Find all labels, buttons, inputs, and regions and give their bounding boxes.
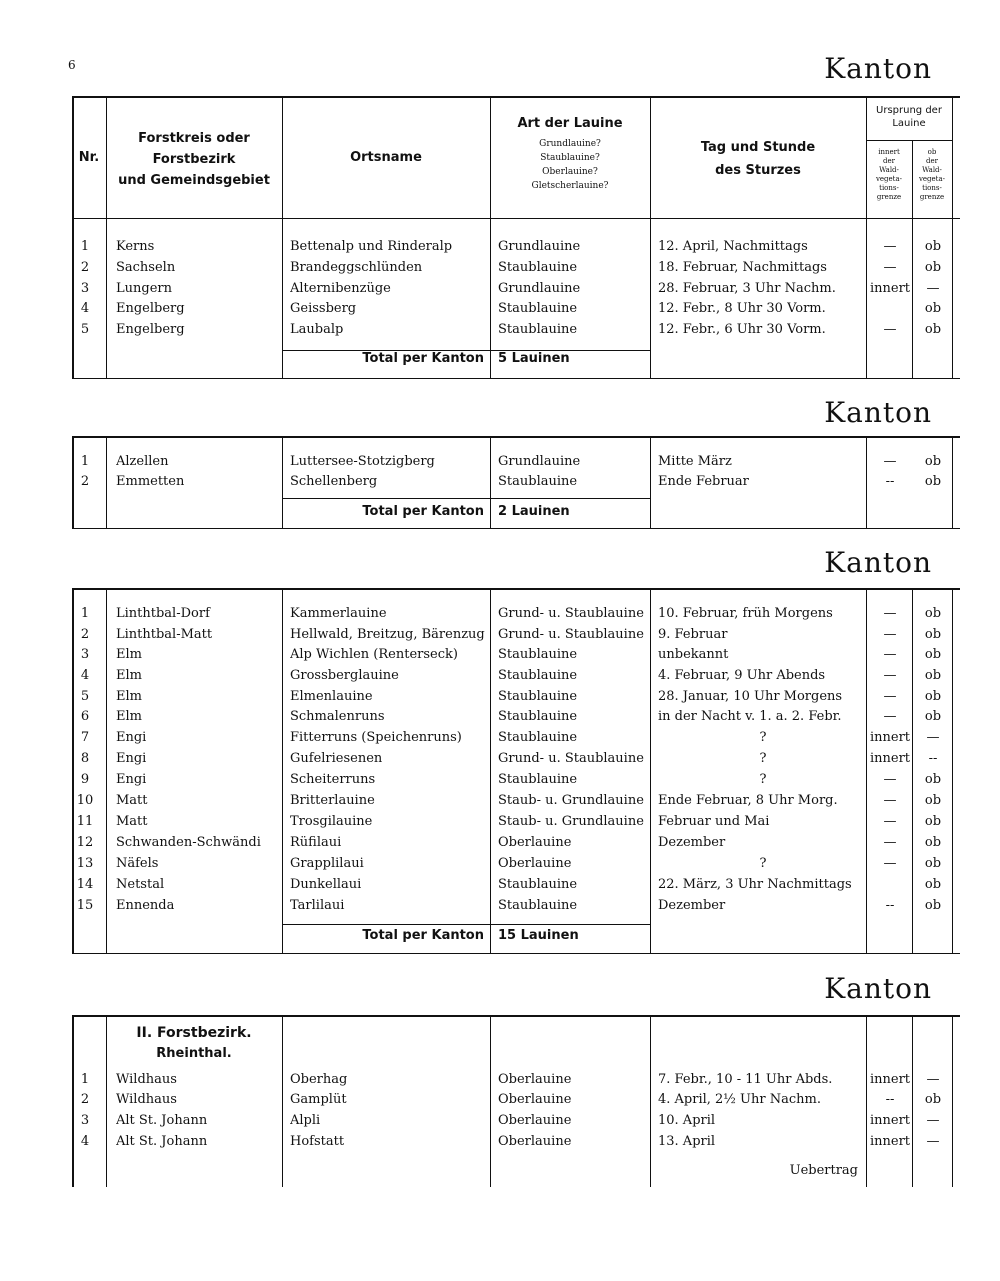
table-row: 15 Ennenda Tarlilaui Staublauine Dezember -- ob bbox=[76, 898, 942, 913]
table-row: 1 Kerns Bettenalp und Rinderalp Grundlauine 12. April, Nachmittags — ob bbox=[80, 239, 942, 254]
table-row: 1 Linthtbal-Dorf Kammerlauine Grund- u. Staublauine 10. Februar, früh Morgens — ob bbox=[80, 606, 942, 621]
header-forstkreis-1: Forstkreis oder bbox=[138, 131, 250, 146]
header-art-option: Gletscherlauine? bbox=[531, 181, 609, 191]
table-row: 1 Wildhaus Oberhag Oberlauine 7. Febr., 10 - 11 Uhr Abds. innert — bbox=[80, 1072, 940, 1087]
table-row: 13 Näfels Grapplilaui Oberlauine ? — ob bbox=[76, 856, 942, 871]
table-row: 8 Engi Gufelriesenen Grund- u. Staublauine ? innert -- bbox=[80, 751, 938, 766]
region-heading: Rheinthal. bbox=[156, 1046, 232, 1061]
total-label: Total per Kanton bbox=[362, 351, 484, 366]
table-row: 4 Elm Grossberglauine Staublauine 4. Februar, 9 Uhr Abends — ob bbox=[80, 668, 942, 683]
table-row: 3 Elm Alp Wichlen (Renterseck) Staublauine unbekannt — ob bbox=[80, 647, 942, 662]
header-tag-2: des Sturzes bbox=[715, 163, 801, 178]
header-ursprung: Ursprung der Lauine bbox=[876, 105, 942, 129]
table-row: 6 Elm Schmalenruns Staublauine in der Nacht v. 1. a. 2. Febr. — ob bbox=[80, 709, 942, 724]
table-row: 14 Netstal Dunkellaui Staublauine 22. März, 3 Uhr Nachmittags ob bbox=[76, 877, 942, 892]
table-row: 4 Alt St. Johann Hofstatt Oberlauine 13. April innert — bbox=[80, 1134, 940, 1149]
total-value: 15 Lauinen bbox=[498, 928, 579, 943]
page-number: 6 bbox=[68, 58, 76, 72]
header-nr: Nr. bbox=[78, 150, 100, 165]
kanton-heading: Kanton bbox=[824, 972, 932, 1005]
table-row: 7 Engi Fitterruns (Speichenruns) Staublauine ? innert — bbox=[80, 730, 940, 745]
table-row: 2 Sachseln Brandeggschlünden Staublauine 18. Februar, Nachmittags — ob bbox=[80, 260, 942, 275]
table-row: 9 Engi Scheiterruns Staublauine ? — ob bbox=[80, 772, 942, 787]
table-row: 12 Schwanden-Schwändi Rüfilaui Oberlauine Dezember — ob bbox=[76, 835, 942, 850]
total-label: Total per Kanton bbox=[362, 504, 484, 519]
table-row: 10 Matt Britterlauine Staub- u. Grundlauine Ende Februar, 8 Uhr Morg. — ob bbox=[76, 793, 942, 808]
kanton-heading: Kanton bbox=[824, 52, 932, 85]
header-tag-1: Tag und Stunde bbox=[700, 140, 816, 155]
table-row: 5 Engelberg Laubalp Staublauine 12. Febr., 6 Uhr 30 Vorm. — ob bbox=[80, 322, 942, 337]
header-art-option: Grundlauine? bbox=[539, 139, 601, 149]
kanton-heading: Kanton bbox=[824, 546, 932, 579]
table-row: 5 Elm Elmenlauine Staublauine 28. Januar, 10 Uhr Morgens — ob bbox=[80, 689, 942, 704]
table-row: 3 Lungern Alternibenzüge Grundlauine 28. Februar, 3 Uhr Nachm. innert — bbox=[80, 281, 940, 296]
header-ortsname: Ortsname bbox=[350, 150, 422, 165]
table-row: 4 Engelberg Geissberg Staublauine 12. Febr., 8 Uhr 30 Vorm. ob bbox=[80, 301, 942, 316]
total-value: 5 Lauinen bbox=[498, 351, 570, 366]
header-forstkreis-2: Forstbezirk bbox=[152, 152, 236, 167]
table-row: 3 Alt St. Johann Alpli Oberlauine 10. April innert — bbox=[80, 1113, 940, 1128]
total-label: Total per Kanton bbox=[362, 928, 484, 943]
forstbezirk-heading: II. Forstbezirk. bbox=[136, 1025, 252, 1041]
table-row: 2 Wildhaus Gamplüt Oberlauine 4. April, 2½ Uhr Nachm. -- ob bbox=[80, 1092, 942, 1107]
header-art: Art der Lauine bbox=[517, 116, 623, 131]
table-row: 2 Linthtbal-Matt Hellwald, Breitzug, Bärenzug Grund- u. Staublauine 9. Februar — ob bbox=[80, 627, 942, 642]
total-value: 2 Lauinen bbox=[498, 504, 570, 519]
header-art-option: Oberlauine? bbox=[542, 167, 598, 177]
kanton-heading: Kanton bbox=[824, 396, 932, 429]
table-row: 2 Emmetten Schellenberg Staublauine Ende Februar -- ob bbox=[80, 474, 942, 489]
header-art-option: Staublauine? bbox=[540, 153, 600, 163]
uebertrag-label: Uebertrag bbox=[789, 1163, 858, 1178]
header-forstkreis-3: und Gemeindsgebiet bbox=[118, 173, 270, 188]
table-row: 1 Alzellen Luttersee-Stotzigberg Grundlauine Mitte März — ob bbox=[80, 454, 942, 469]
table-row: 11 Matt Trosgilauine Staub- u. Grundlauine Februar und Mai — ob bbox=[76, 814, 942, 829]
